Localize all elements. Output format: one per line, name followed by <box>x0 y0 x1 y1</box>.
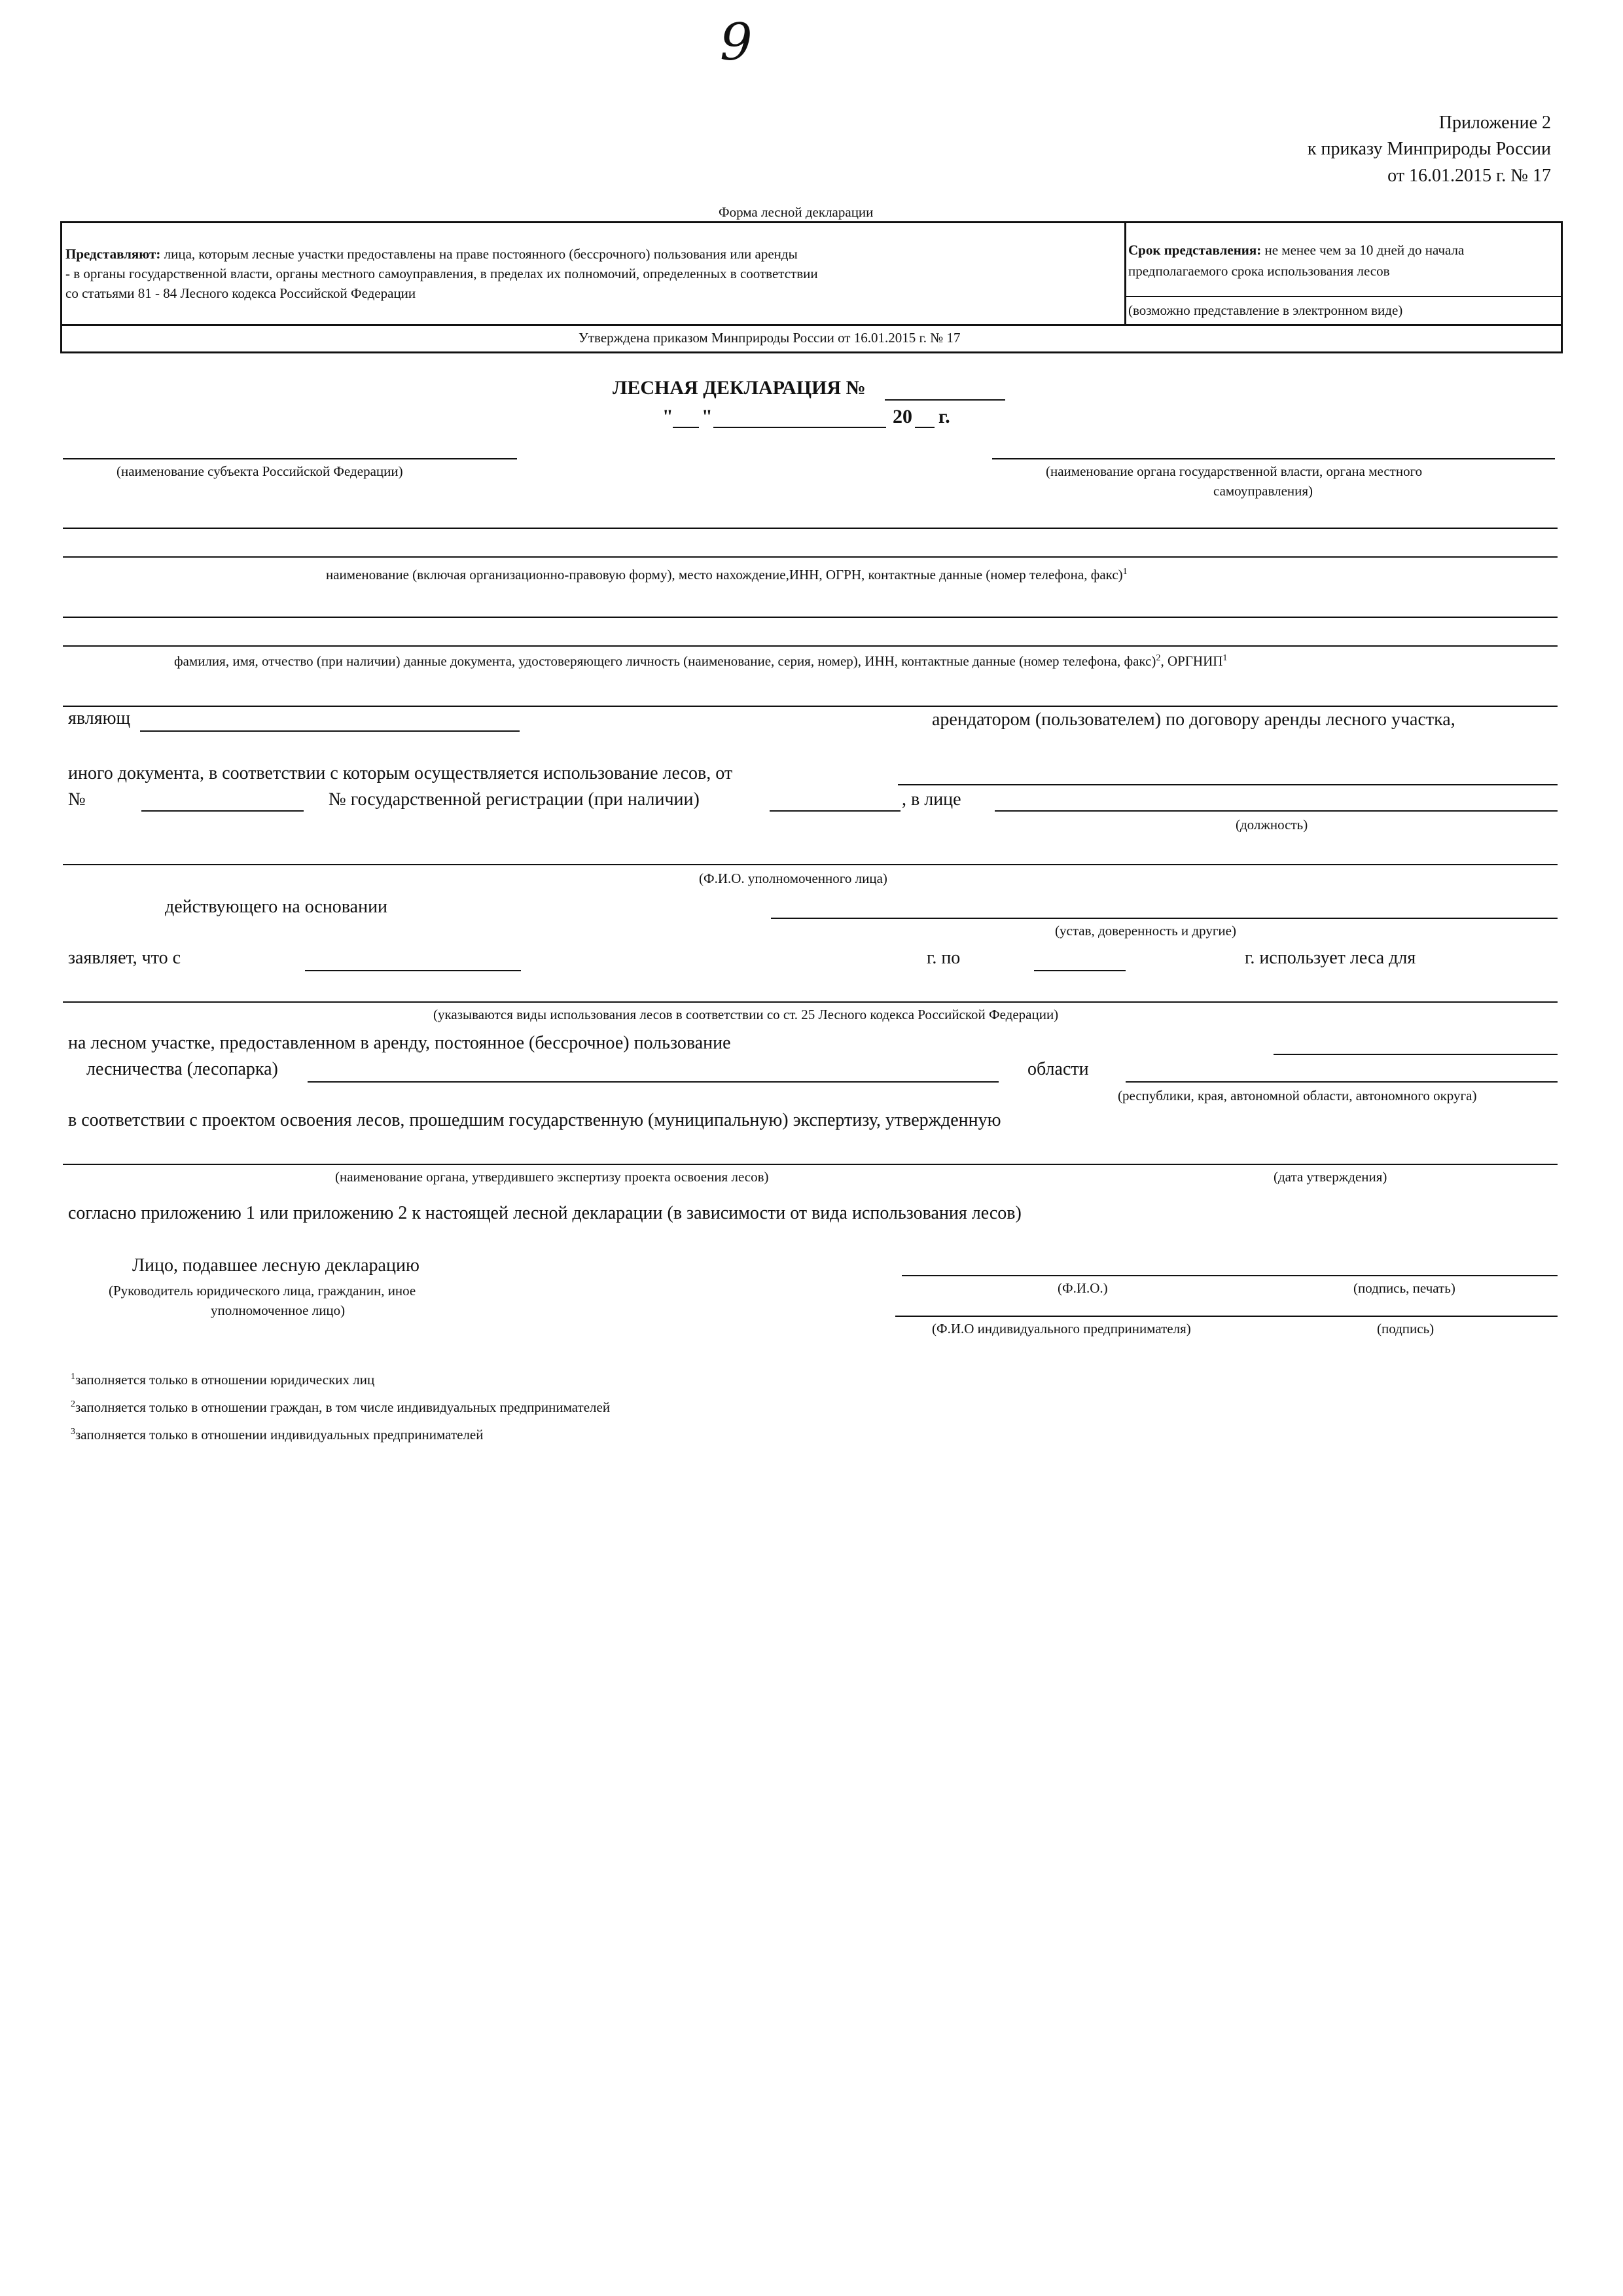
person-caption-text: фамилия, имя, отчество (при наличии) данные документа, удостоверяющего личность (наименование, серия, номер), ИНН, контактные данные (номер телефона, факс) <box>174 653 1156 669</box>
in-person-label: , в лице <box>902 789 961 810</box>
end-date-field[interactable] <box>1034 970 1126 971</box>
year-prefix: 20 <box>893 406 912 427</box>
entrepreneur-fio-field[interactable] <box>895 1316 1558 1317</box>
subject-caption: (наименование субъекта Российской Федерации) <box>116 463 403 479</box>
person-field-1[interactable] <box>63 617 1558 618</box>
org-name-caption <box>326 567 1128 583</box>
approval-date-caption: (дата утверждения) <box>1274 1169 1387 1185</box>
appendix-line-2: к приказу Минприроды России <box>1307 139 1551 159</box>
appendix-line-3: от 16.01.2015 г. № 17 <box>1387 166 1551 186</box>
region-label: области <box>1027 1059 1089 1079</box>
uses-forests-label: г. использует леса для <box>1245 948 1416 968</box>
presenters-line-2: - в органы государственной власти, органы местного самоуправления, в пределах их полномочий, определенных в соответствии <box>65 266 818 281</box>
usage-types-caption: (указываются виды использования лесов в соответствии со ст. 25 Лесного кодекса Российской Федерации) <box>433 1007 1059 1022</box>
deadline-text: не менее чем за 10 дней до начала <box>1261 242 1465 258</box>
yavlyayush-field[interactable] <box>140 730 520 732</box>
region-caption: (республики, края, автономной области, автономного округа) <box>1118 1088 1477 1103</box>
basis-field[interactable] <box>771 918 1558 919</box>
authorized-person-caption: (Ф.И.О. уполномоченного лица) <box>699 870 887 886</box>
presenters-line-3: со статьями 81 - 84 Лесного кодекса Российской Федерации <box>65 285 416 301</box>
forest-plot-field[interactable] <box>1274 1054 1558 1055</box>
person-field-2[interactable] <box>63 645 1558 647</box>
yavlyayush-label: являющ <box>68 708 131 728</box>
person-caption <box>174 653 1227 670</box>
year-suffix: г. <box>938 406 950 427</box>
footnote-ref-1: 1 <box>1122 567 1128 577</box>
footnote-3-text: заполняется только в отношении индивидуальных предпринимателей <box>75 1427 484 1443</box>
date-quote-close: " <box>702 406 713 427</box>
arendator-label: арендатором (пользователем) по договору аренды лесного участка, <box>932 709 1455 730</box>
electronic-note: (возможно представление в электронном виде) <box>1128 302 1403 318</box>
document-date-field[interactable] <box>898 784 1558 785</box>
footnote-2-text: заполняется только в отношении граждан, в том числе индивидуальных предпринимателей <box>75 1399 611 1415</box>
footnote-2-mark: 2 <box>71 1399 75 1409</box>
forestry-field[interactable] <box>308 1081 999 1083</box>
header-box-approved-rule <box>60 324 1563 326</box>
footnote-2 <box>71 1399 610 1416</box>
to-label: г. по <box>927 948 961 968</box>
sign-caption: (подпись) <box>1377 1321 1435 1336</box>
footnote-3 <box>71 1427 484 1443</box>
org-name-field-2[interactable] <box>63 556 1558 558</box>
authority-caption-2: самоуправления) <box>1213 483 1313 499</box>
footnote-ref-2: 2 <box>1156 653 1161 663</box>
declaration-number-field[interactable] <box>885 399 1005 401</box>
expertise-org-caption: (наименование органа, утвердившего экспертизу проекта освоения лесов) <box>335 1169 769 1185</box>
signer-label-3: уполномоченное лицо) <box>211 1302 346 1318</box>
org-name-caption-text: наименование (включая организационно-правовую форму), место нахождение,ИНН, ОГРН, контактные данные (номер телефона, факс) <box>326 567 1123 583</box>
usage-types-field[interactable] <box>63 1001 1558 1003</box>
authority-field[interactable] <box>992 458 1555 459</box>
date-quote-open: " <box>662 406 673 427</box>
fio-caption: (Ф.И.О.) <box>1058 1280 1108 1296</box>
number-label: № <box>68 789 86 810</box>
according-label: согласно приложению 1 или приложению 2 к настоящей лесной декларации (в зависимости от вида использования лесов) <box>68 1203 1022 1223</box>
declaration-title: ЛЕСНАЯ ДЕКЛАРАЦИЯ № <box>613 377 866 399</box>
footnote-ref-3: 1 <box>1222 653 1228 663</box>
header-presenters <box>65 246 798 262</box>
page-number: 9 <box>720 13 753 72</box>
forest-plot-label: на лесном участке, предоставленном в аренду, постоянное (бессрочное) пользование <box>68 1033 731 1053</box>
project-label: в соответствии с проектом освоения лесов, прошедшим государственную (муниципальную) экспертизу, утвержденную <box>68 1110 1001 1130</box>
signer-label-1: Лицо, подавшее лесную декларацию <box>132 1255 419 1276</box>
sign-stamp-caption: (подпись, печать) <box>1353 1280 1455 1296</box>
footnote-1 <box>71 1372 374 1388</box>
person-field-3[interactable] <box>63 706 1558 707</box>
approved-by: Утверждена приказом Минприроды России от 16.01.2015 г. № 17 <box>579 330 961 346</box>
person-caption-tail: , ОРГНИП <box>1160 653 1223 669</box>
footnote-3-mark: 3 <box>71 1427 75 1437</box>
org-name-field-1[interactable] <box>63 528 1558 529</box>
authorized-person-field[interactable] <box>63 864 1558 865</box>
basis-caption: (устав, доверенность и другие) <box>1055 923 1236 939</box>
signer-fio-field[interactable] <box>902 1275 1558 1276</box>
footnote-1-mark: 1 <box>71 1372 75 1382</box>
presenters-text: лица, которым лесные участки предоставлены на праве постоянного (бессрочного) пользования или аренды <box>160 246 798 262</box>
registration-label: № государственной регистрации (при наличии) <box>329 789 700 810</box>
signer-label-2: (Руководитель юридического лица, гражданин, иное <box>109 1283 416 1299</box>
start-date-field[interactable] <box>305 970 521 971</box>
deadline-line-2: предполагаемого срока использования лесов <box>1128 263 1390 279</box>
acting-label: действующего на основании <box>165 897 388 917</box>
date-day-field[interactable] <box>673 427 699 428</box>
appendix-line-1: Приложение 2 <box>1438 113 1551 133</box>
date-year-field[interactable] <box>915 427 935 428</box>
deadline <box>1128 242 1464 259</box>
document-number-field[interactable] <box>141 810 304 812</box>
expertise-field[interactable] <box>63 1164 1558 1165</box>
forestry-label: лесничества (лесопарка) <box>86 1059 278 1079</box>
registration-number-field[interactable] <box>770 810 901 812</box>
declares-label: заявляет, что с <box>68 948 181 968</box>
header-box-divider <box>1124 221 1126 324</box>
region-field[interactable] <box>1126 1081 1558 1083</box>
header-box-right-rule <box>1124 296 1563 297</box>
authority-caption-1: (наименование органа государственной власти, органа местного <box>1046 463 1423 479</box>
other-document-label: иного документа, в соответствии с которым осуществляется использование лесов, от <box>68 763 733 783</box>
subject-field[interactable] <box>63 458 517 459</box>
footnote-1-text: заполняется только в отношении юридических лиц <box>75 1372 375 1388</box>
entrepreneur-fio-caption: (Ф.И.О индивидуального предпринимателя) <box>932 1321 1191 1336</box>
presenters-label: Представляют: <box>65 246 161 262</box>
position-field[interactable] <box>995 810 1558 812</box>
deadline-label: Срок представления: <box>1128 242 1262 258</box>
form-title: Форма лесной декларации <box>719 204 874 220</box>
position-caption: (должность) <box>1236 817 1308 833</box>
date-month-field[interactable] <box>713 427 886 428</box>
